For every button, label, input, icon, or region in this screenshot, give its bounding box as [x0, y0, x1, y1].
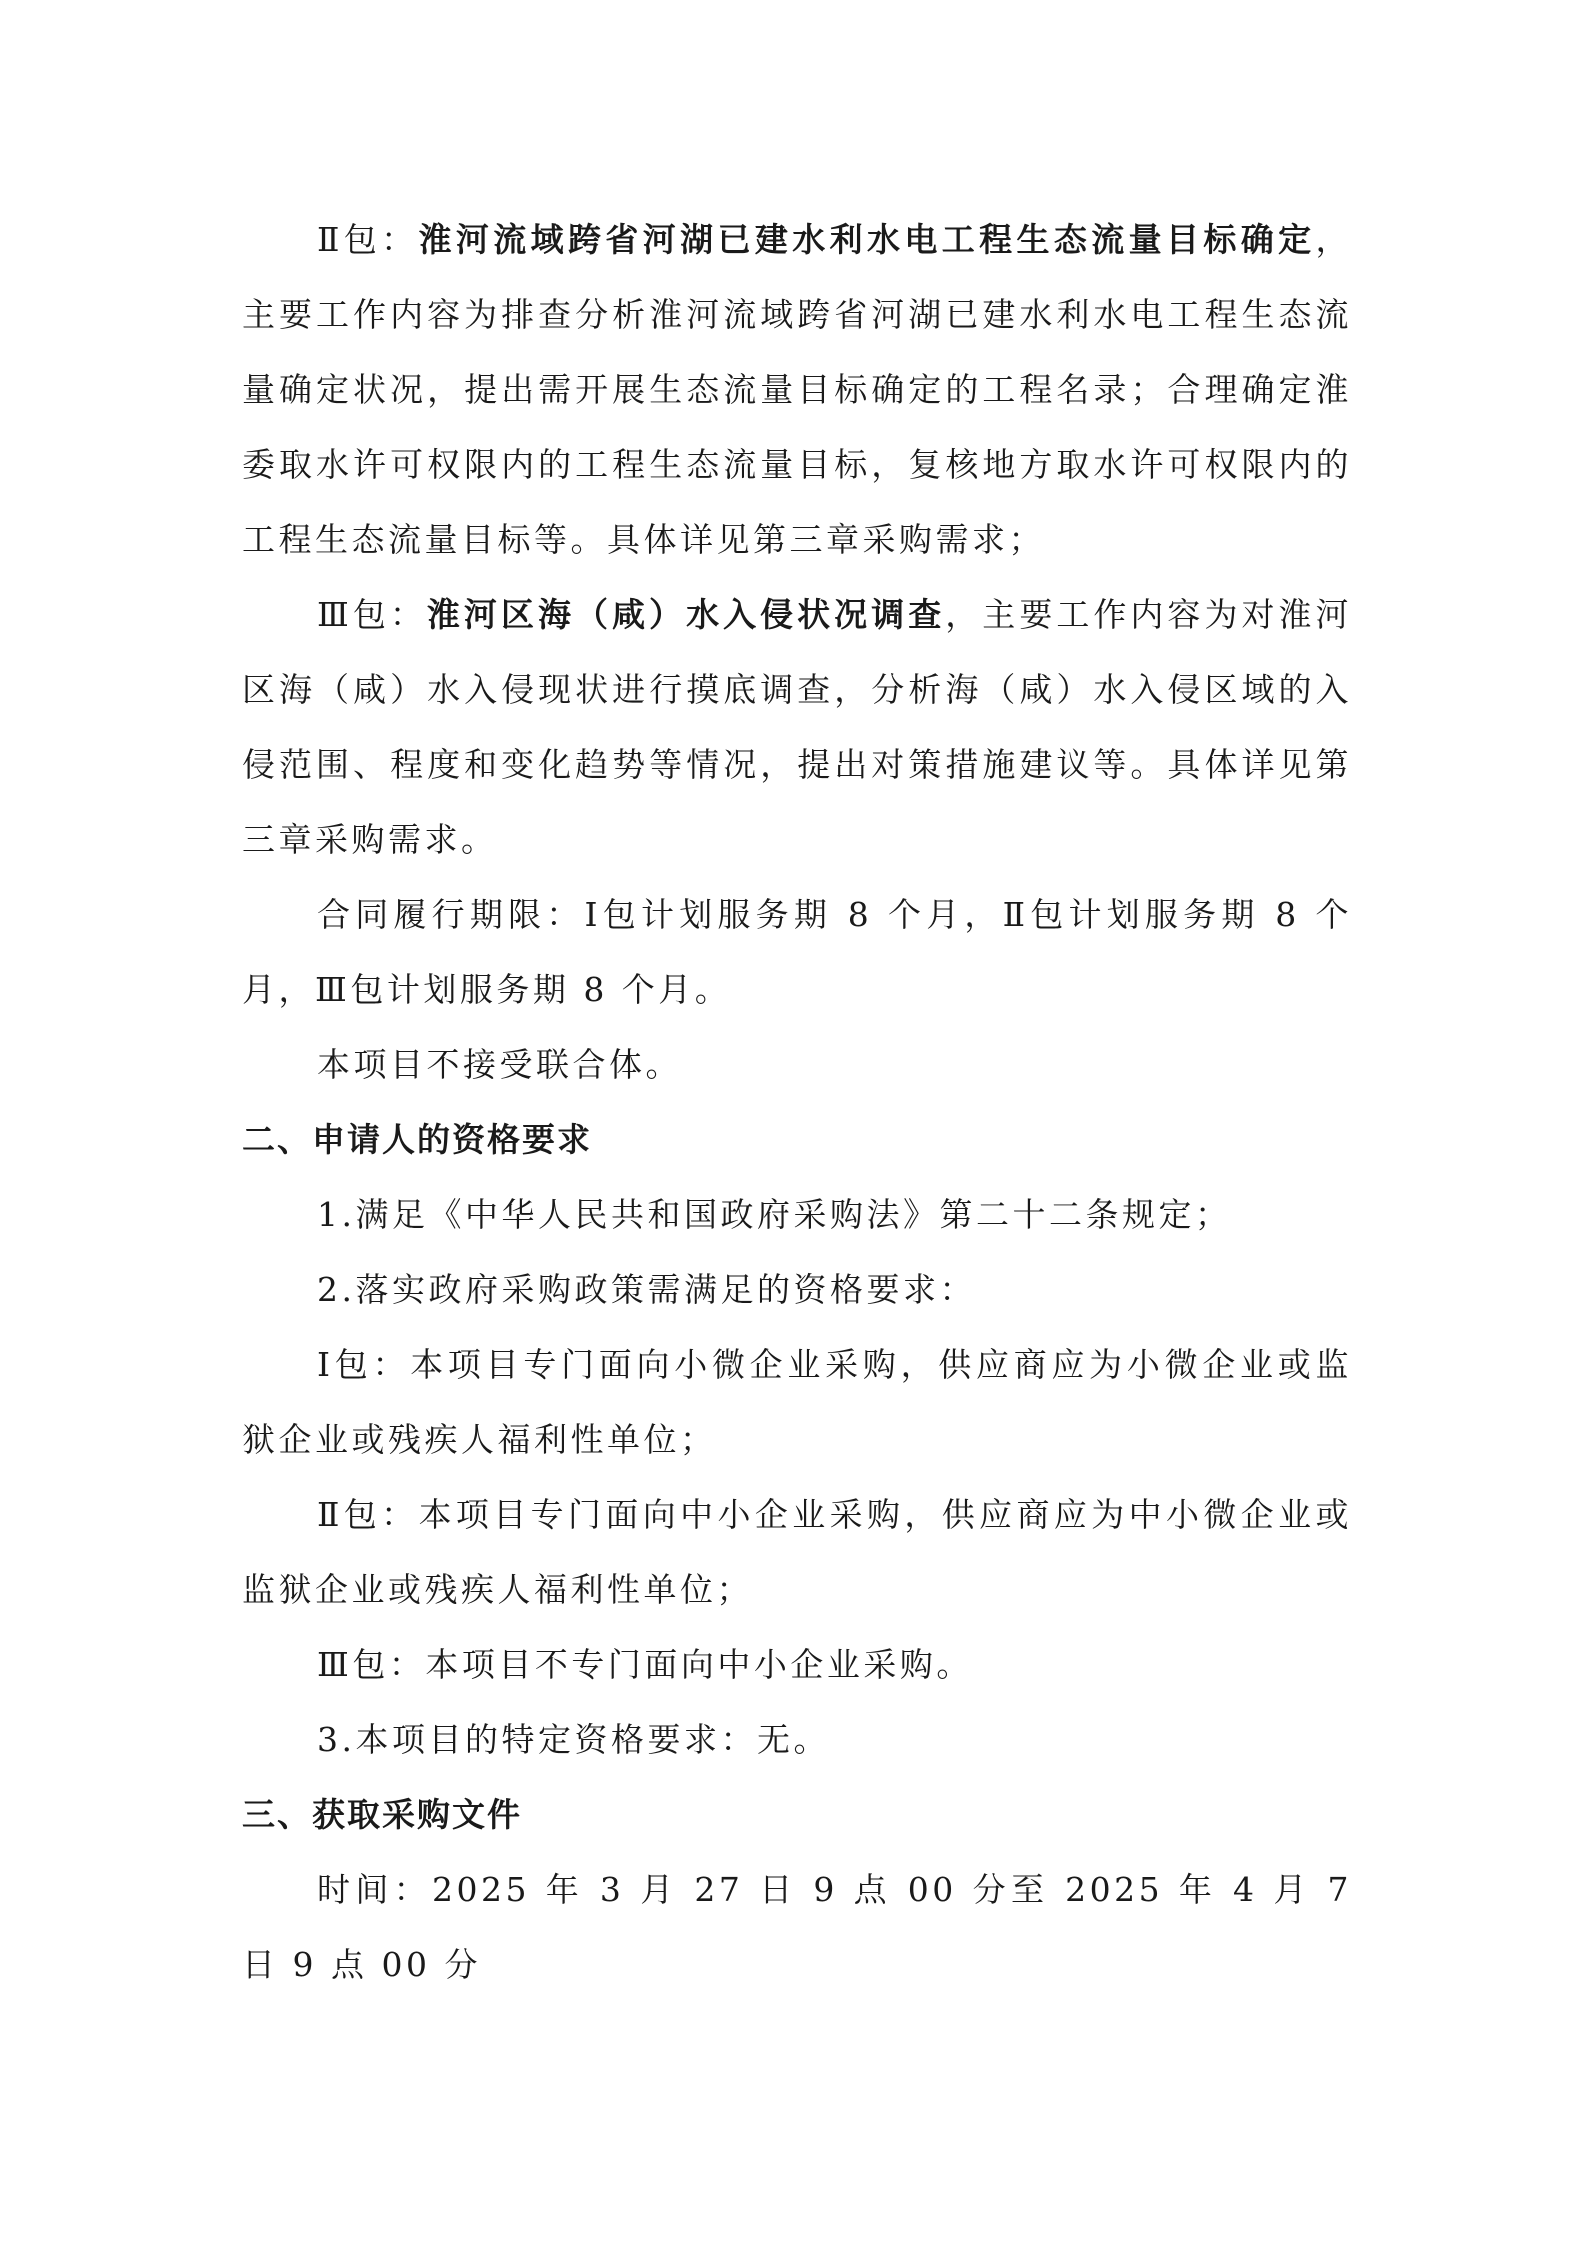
package-label: Ⅲ包：	[317, 1645, 426, 1684]
paragraph-text: 本项目不专门面向中小企业采购。	[425, 1645, 973, 1684]
package-title: 淮河区海（咸）水入侵状况调查	[426, 595, 946, 634]
paragraph-text: 本项目专门面向中小企业采购，供应商应为中小微企业或监狱企业或残疾人福利性单位；	[242, 1495, 1353, 1609]
package-title: 淮河流域跨省河湖已建水利水电工程生态流量目标确定	[418, 220, 1316, 259]
paragraph-text: 本项目专门面向小微企业采购，供应商应为小微企业或监狱企业或残疾人福利性单位；	[242, 1345, 1352, 1459]
paragraph-text: 3.本项目的特定资格要求：无。	[317, 1720, 830, 1759]
package-description: ，主要工作内容为排查分析淮河流域跨省河湖已建水利水电工程生态流量确定状况，提出需开展生态流量目标确定的工程名录；合理确定淮委取水许可权限内的工程生态流量目标，复核地方取水许可权限内的工程生态流量目标等。具体详见第三章采购需求；	[242, 220, 1353, 559]
paragraph-requirement-1	[242, 1177, 1352, 1252]
paragraph-no-consortium	[242, 1027, 1352, 1102]
paragraph-package-2-policy	[242, 1477, 1352, 1627]
paragraph-text: 2.落实政府采购政策需满足的资格要求：	[317, 1270, 976, 1309]
paragraph-package-3-policy	[242, 1627, 1352, 1702]
paragraph-requirement-3	[242, 1702, 1352, 1777]
document-body	[242, 202, 1352, 2002]
paragraph-time	[242, 1852, 1352, 2002]
paragraph-text: 本项目不接受联合体。	[317, 1045, 682, 1084]
package-label: Ⅲ包：	[317, 595, 427, 634]
paragraph-text: 合同履行期限：Ⅰ包计划服务期 8 个月，Ⅱ包计划服务期 8 个月，Ⅲ包计划服务期 8 个月。	[242, 895, 1352, 1009]
package-label: Ⅱ包：	[317, 1495, 419, 1534]
paragraph-package-3	[242, 577, 1352, 877]
paragraph-package-2	[242, 202, 1352, 577]
paragraph-requirement-2	[242, 1252, 1352, 1327]
section-heading-obtain-documents: 三、获取采购文件	[242, 1795, 522, 1834]
package-description: ，主要工作内容为对淮河区海（咸）水入侵现状进行摸底调查，分析海（咸）水入侵区域的入侵范围、程度和变化趋势等情况，提出对策措施建议等。具体详见第三章采购需求。	[242, 595, 1353, 859]
paragraph-contract-period	[242, 877, 1352, 1027]
paragraph-text: 时间：2025 年 3 月 27 日 9 点 00 分至 2025 年 4 月 7 日 9 点 00 分	[242, 1870, 1352, 1984]
section-heading-qualification: 二、申请人的资格要求	[242, 1120, 592, 1159]
paragraph-package-1-policy	[242, 1327, 1352, 1477]
package-label: Ⅱ包：	[317, 220, 419, 259]
paragraph-text: 1.满足《中华人民共和国政府采购法》第二十二条规定；	[317, 1195, 1232, 1234]
package-label: Ⅰ包：	[317, 1345, 411, 1384]
